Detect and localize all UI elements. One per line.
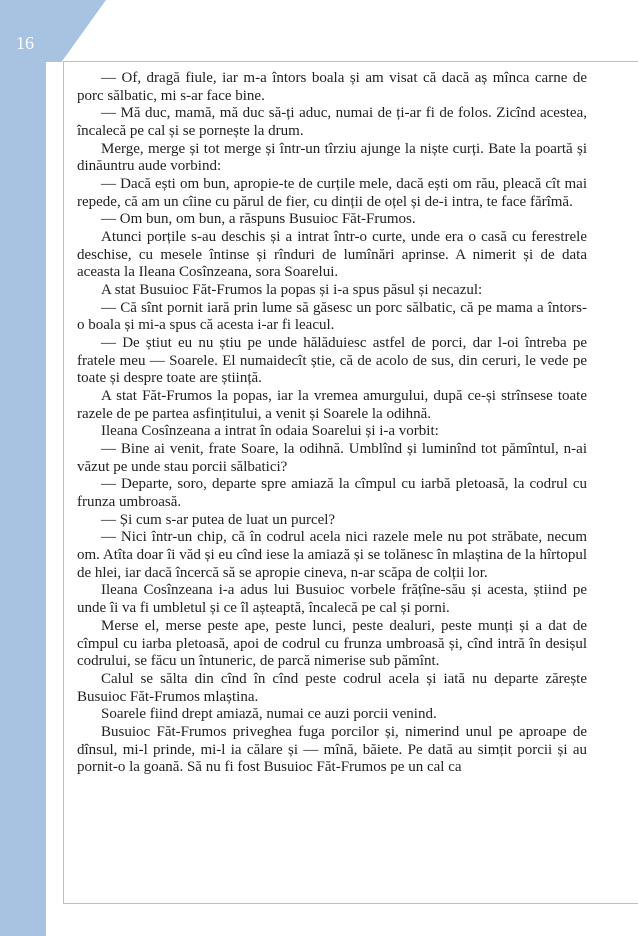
paragraph: Merse el, merse peste ape, peste lunci, peste dealuri, peste munți și a dat de cîmpul cu iarba pletoasă, apoi de codrul cu frunza umbroasă și, cînd intră în desișul codrului, se făcu un întuneric, de parcă nimerise sub pămînt. xyxy=(77,617,587,670)
paragraph: A stat Busuioc Făt-Frumos la popas și i-a spus păsul și necazul: xyxy=(101,282,483,299)
paragraph: A stat Făt-Frumos la popas, iar la vremea amurgului, după ce-și strînsese toate razele de pe partea asfințitului, a venit și Soarele la odihnă. xyxy=(77,388,587,422)
frame-bottom-line xyxy=(63,903,638,904)
paragraph: — De știut eu nu știu pe unde hălăduiesc astfel de porci, dar l-oi întreba pe fratele meu — Soarele. El numaidecît știe, că de acolo de sus, din ceruri, le vede pe toate și despre toate are știință. xyxy=(77,335,587,387)
paragraph: Ileana Cosînzeana i-a adus lui Busuioc vorbele frățîne-său și acesta, știind pe unde îi va fi umbletul și ce îl așteaptă, încalecă pe cal și porni. xyxy=(77,582,587,617)
paragraph: Ileana Cosînzeana a intrat în odaia Soarelui și i-a vorbit: xyxy=(101,423,439,440)
paragraph: Atunci porțile s-au deschis și a intrat într-o curte, unde era o casă cu ferestrele deschise, cu mesele întinse și rînduri de lumînări aprinse. A nimerit și de data aceasta la Ileana Cosînzeana, sora Soarelui. xyxy=(77,229,587,281)
paragraph: — Și cum s-ar putea de luat un purcel? xyxy=(101,511,336,528)
page-number: 16 xyxy=(16,33,34,53)
paragraph: Soarele fiind drept amiază, numai ce auzi porcii venind. xyxy=(101,706,437,723)
paragraph: — Nici într-un chip, că în codrul acela nici razele mele nu pot străbate, necum om. Atîta doar îi văd și eu cînd iese la amiază și se tolănesc în mlaștina de la hîrtopul de hlei, iar dacă încercă să se apropie cineva, n-ar scăpa de colții lor. xyxy=(77,529,587,581)
paragraph: Merge, merge și tot merge și într-un tîrziu ajunge la niște curți. Bate la poartă și dinăuntru aude vorbind: xyxy=(77,140,587,175)
paragraph: Calul se sălta din cînd în cînd peste codrul acela și iată nu departe zărește Busuioc Făt-Frumos mlaștina. xyxy=(77,670,587,705)
paragraph: — Of, dragă fiule, iar m-a întors boala și am visat că dacă aș mînca carne de porc sălbatic, mi s-ar face bine. xyxy=(77,70,587,104)
paragraph: Busuioc Făt-Frumos priveghea fuga porcilor și, nimerind unul pe aproape de dînsul, mi-l prinde, mi-l ia călare și — mînă, băiete. Pe dată au simțit porcii și au pornit-o la goană. Să nu fi fost Busuioc Făt-Frumos pe un cal ca xyxy=(77,723,587,776)
paragraph: — Dacă ești om bun, apropie-te de curțile mele, dacă ești om rău, pleacă cît mai repede, că am un cîine cu părul de fier, cu dinții de oțel și de-i intra, te face fărîmă. xyxy=(77,176,587,210)
frame-top-line xyxy=(63,61,638,62)
frame-left-line xyxy=(63,61,64,904)
paragraph: — Om bun, om bun, a răspuns Busuioc Făt-Frumos. xyxy=(101,211,416,228)
paragraph: — Departe, soro, departe spre amiază la cîmpul cu iarbă pletoasă, la codrul cu frunza umbroasă. xyxy=(77,476,587,511)
left-margin-bar xyxy=(0,62,46,936)
paragraph: — Bine ai venit, frate Soare, la odihnă. Umblînd și luminînd tot pămîntul, n-ai văzut pe unde stau porcii sălbatici? xyxy=(77,441,587,475)
paragraph: — Mă duc, mamă, mă duc să-ți aduc, numai de ți-ar fi de folos. Zicînd acestea, încalecă pe cal și se pornește la drum. xyxy=(77,105,587,140)
paragraph: — Că sînt pornit iară prin lume să găsesc un porc sălbatic, că pe mama a întors-o boala și mi-a spus că acesta i-ar fi leacul. xyxy=(77,299,587,334)
story-text xyxy=(77,70,587,777)
